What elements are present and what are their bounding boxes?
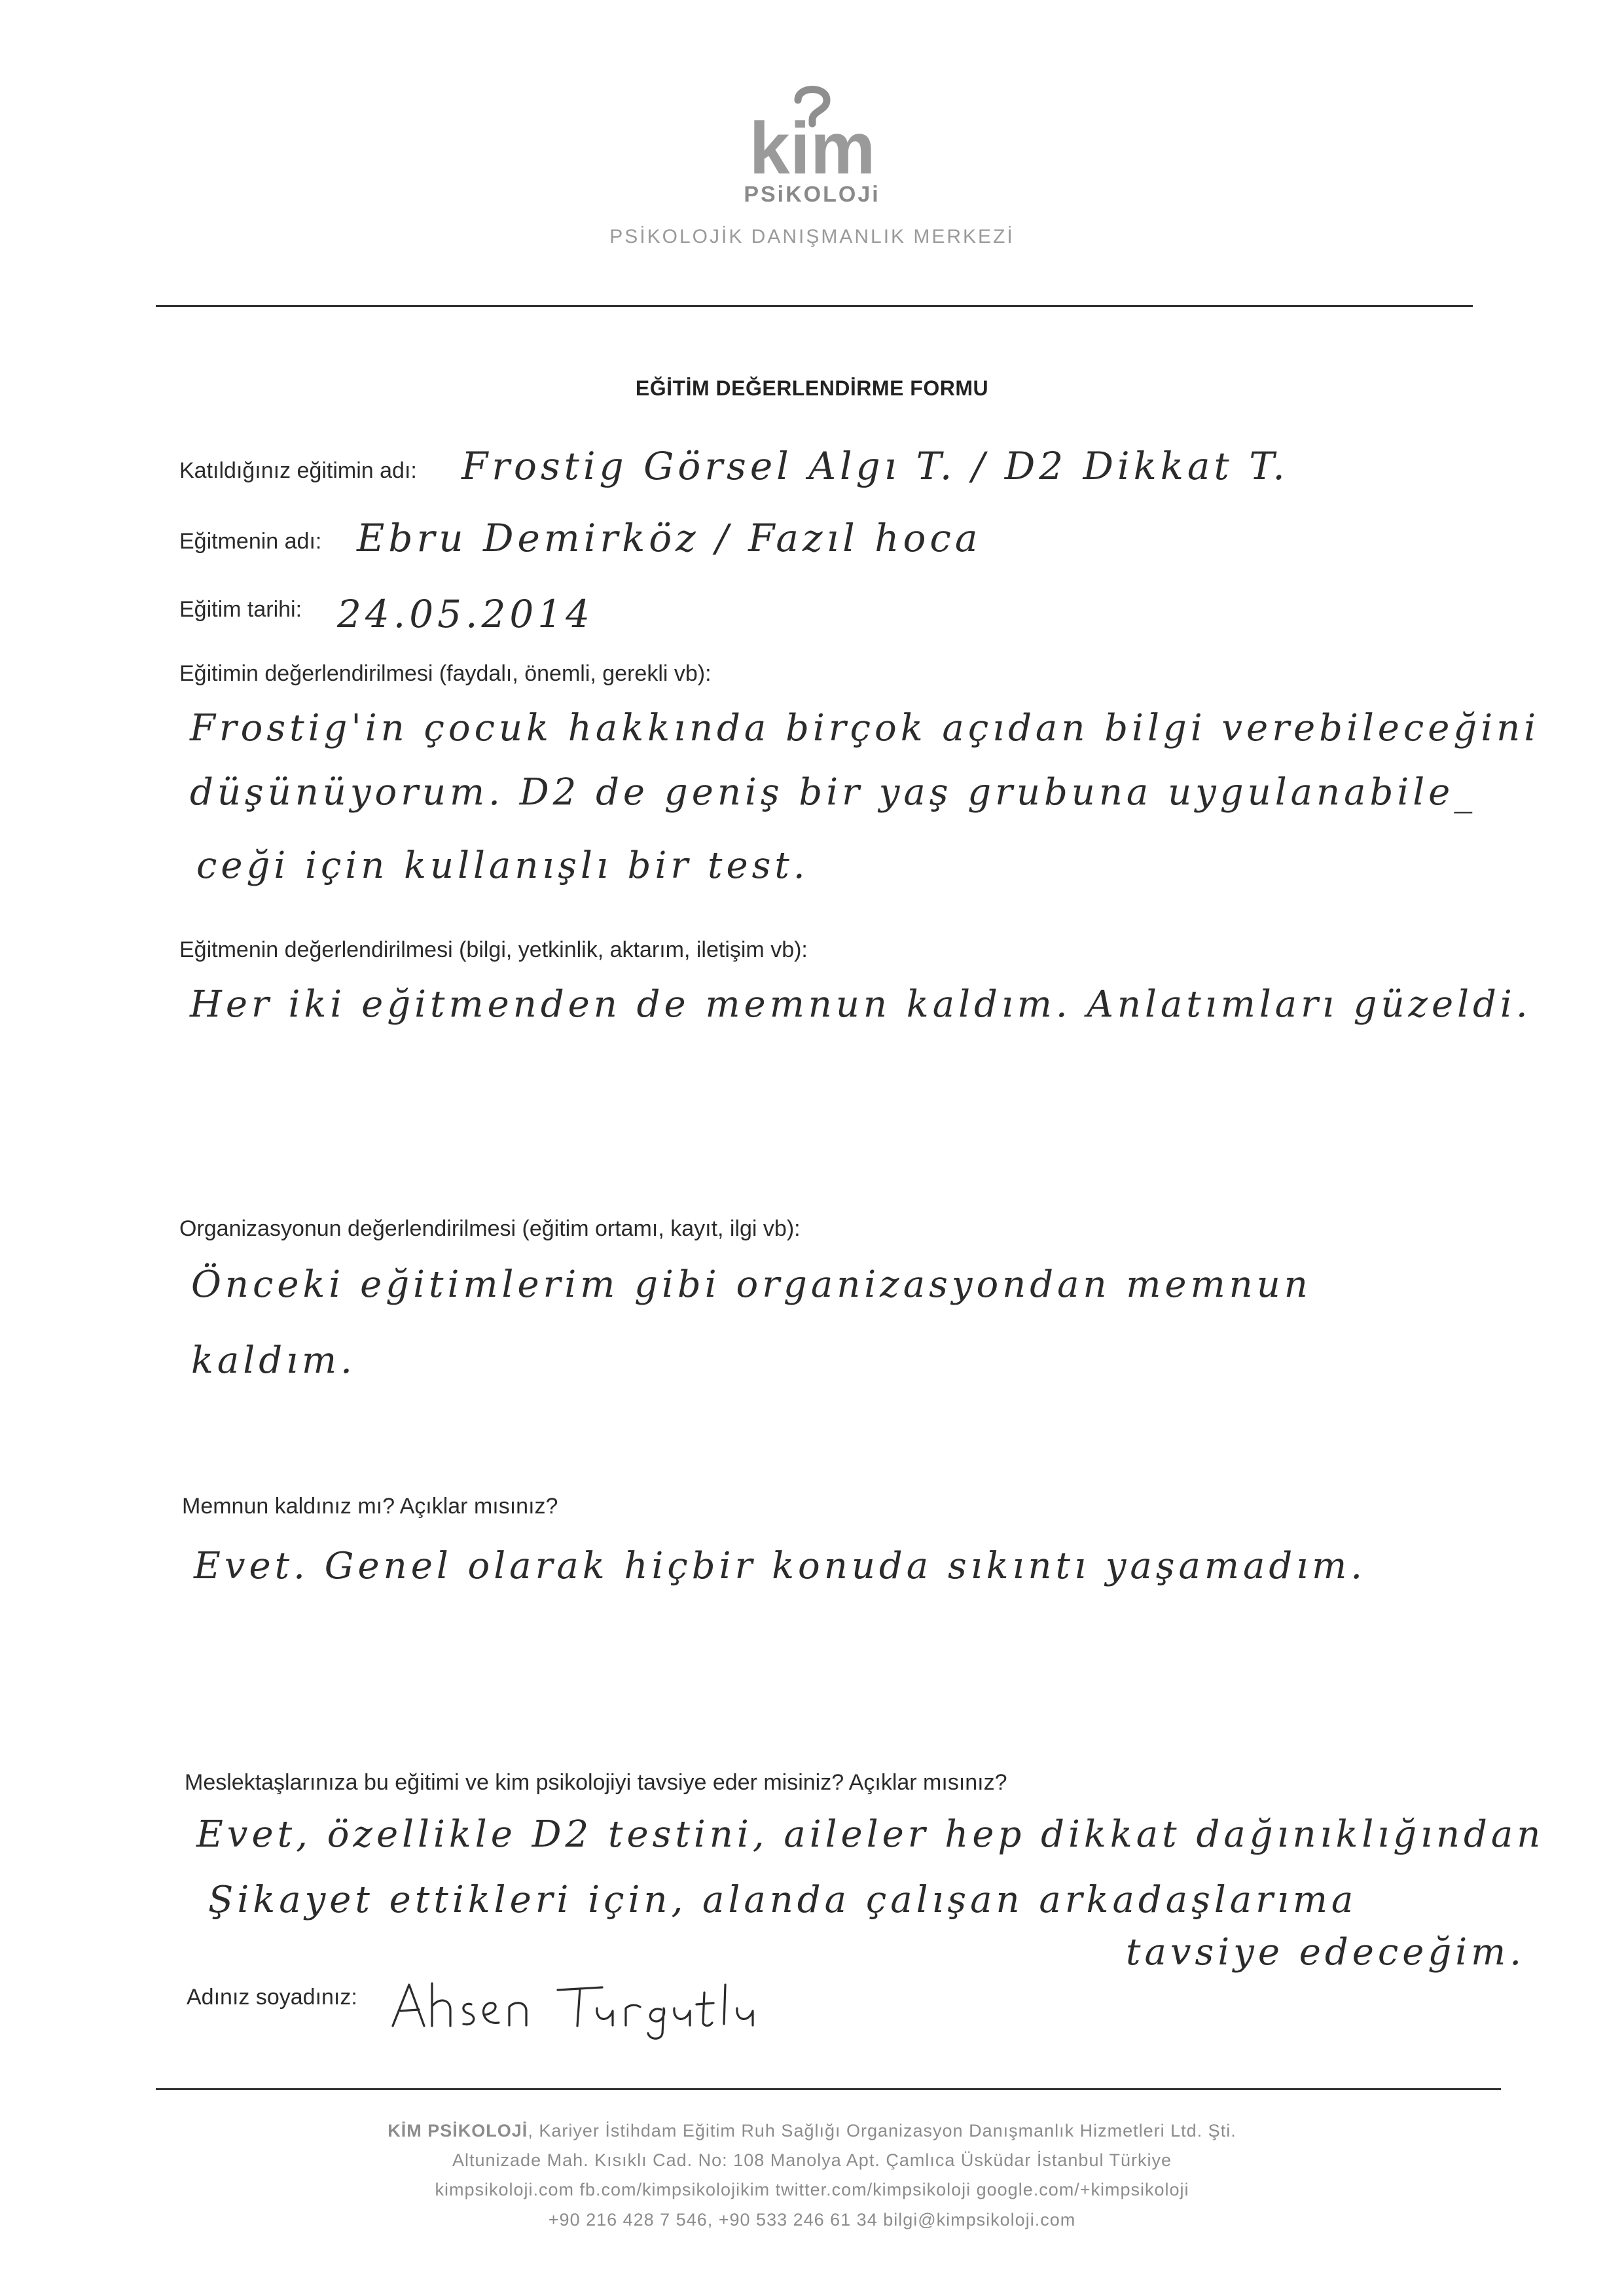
footer-contact: +90 216 428 7 546, +90 533 246 61 34 bilgi@kimpsikoloji.com [548, 2210, 1076, 2230]
training-evaluation-line3: ceği için kullanışlı bir test. [196, 844, 809, 887]
footer-company-desc: , Kariyer İstihdam Eğitim Ruh Sağlığı Organizasyon Danışmanlık Hizmetleri Ltd. Şti. [528, 2121, 1236, 2141]
organization-evaluation-line1: Önceki eğitimlerim gibi organizasyondan memnun [191, 1263, 1312, 1306]
footer-web-links: kimpsikoloji.com fb.com/kimpsikolojikim twitter.com/kimpsikoloji google.com/+kimpsikoloji [435, 2180, 1189, 2199]
training-date-label: Eğitim tarihi: [179, 597, 302, 622]
recommendation-line3: tavsiye edeceğim. [1126, 1931, 1526, 1974]
training-date-answer: 24.05.2014 [337, 592, 594, 636]
training-name-label: Katıldığınız eğitimin adı: [179, 458, 417, 483]
satisfaction-label: Memnun kaldınız mı? Açıklar mısınız? [182, 1494, 558, 1519]
training-evaluation-line1: Frostig'in çocuk hakkında birçok açıdan bilgi verebileceğini [190, 707, 1540, 750]
fullname-label: Adınız soyadınız: [187, 1985, 357, 2010]
recommendation-line2: Şikayet ettikleri için, alanda çalışan arkadaşlarıma [208, 1879, 1358, 1921]
footer-company-name: KİM PSİKOLOJİ [388, 2121, 528, 2141]
recommendation-label: Meslektaşlarınıza bu eğitimi ve kim psikolojiyi tavsiye eder misiniz? Açıklar mısınız? [185, 1770, 1007, 1795]
training-evaluation-label: Eğitimin değerlendirilmesi (faydalı, önemli, gerekli vb): [179, 661, 712, 686]
handwritten-signature-icon [386, 1970, 812, 2042]
training-evaluation-line2: düşünüyorum. D2 de geniş bir yaş grubuna uygulanabile_ [190, 771, 1477, 814]
logo-tagline: PSİKOLOJİK DANIŞMANLIK MERKEZİ [609, 226, 1015, 247]
training-name-answer: Frostig Görsel Algı T. / D2 Dikkat T. [461, 444, 1289, 488]
organization-evaluation-line2: kaldım. [191, 1339, 356, 1382]
trainer-evaluation-label: Eğitmenin değerlendirilmesi (bilgi, yetkinlik, aktarım, iletişim vb): [179, 937, 808, 962]
logo-subtitle: PSiKOLOJi [744, 182, 880, 207]
trainer-name-label: Eğitmenin adı: [179, 529, 322, 554]
svg-text:kim: kim [749, 107, 875, 180]
recommendation-line1: Evet, özellikle D2 testini, aileler hep dikkat dağınıklığından [196, 1813, 1545, 1856]
trainer-evaluation-answer: Her iki eğitmenden de memnun kaldım. Anlatımları güzeldi. [190, 983, 1532, 1026]
footer-divider [156, 2088, 1501, 2090]
trainer-name-answer: Ebru Demirköz / Fazıl hoca [357, 516, 982, 560]
header-divider [156, 305, 1473, 307]
footer-address: Altunizade Mah. Kısıklı Cad. No: 108 Manolya Apt. Çamlıca Üsküdar İstanbul Türkiye [452, 2150, 1172, 2170]
organization-evaluation-label: Organizasyonun değerlendirilmesi (eğitim ortamı, kayıt, ilgi vb): [179, 1216, 801, 1241]
kim-logo-icon [0, 82, 1624, 180]
footer-company [0, 2121, 1624, 2141]
satisfaction-answer: Evet. Genel olarak hiçbir konuda sıkıntı yaşamadım. [194, 1545, 1367, 1587]
form-title: EĞİTİM DEĞERLENDİRME FORMU [635, 376, 989, 400]
